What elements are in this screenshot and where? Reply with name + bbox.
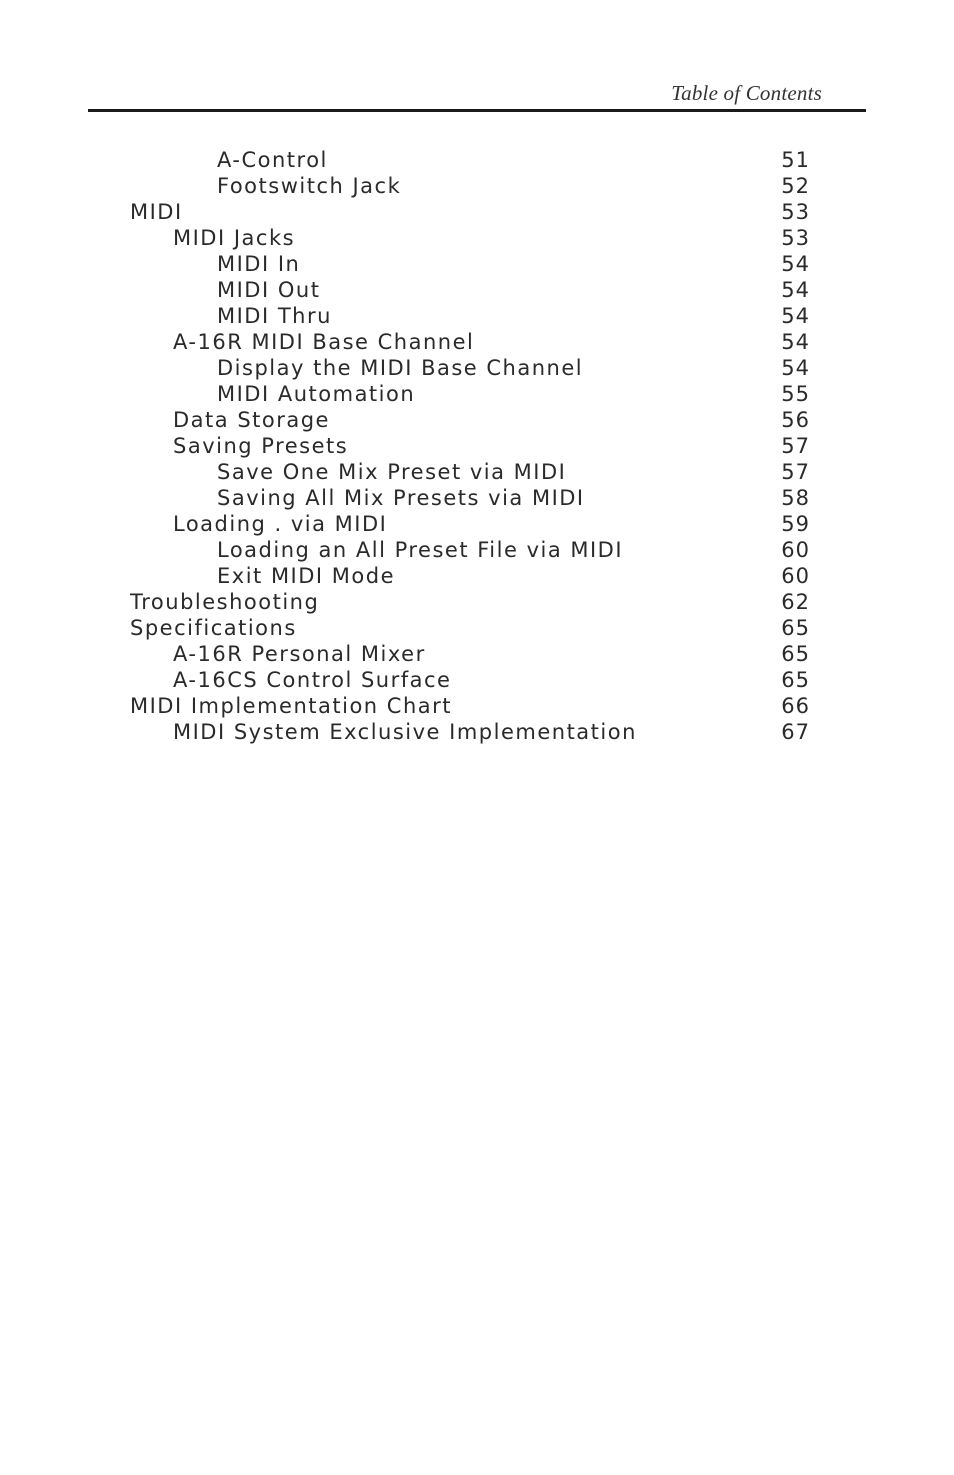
toc-entry-page-number: 54	[781, 330, 810, 354]
toc-entry-page-number: 58	[781, 486, 810, 510]
toc-entry	[130, 537, 810, 563]
toc-entry-title: MIDI Automation	[217, 382, 416, 406]
toc-entry	[130, 641, 810, 667]
toc-entry-title: Save One Mix Preset via MIDI	[217, 460, 567, 484]
toc-entry-title: MIDI	[130, 200, 183, 224]
toc-entry-page-number: 53	[781, 200, 810, 224]
toc-entry-title: MIDI In	[217, 252, 301, 276]
toc-entry-title: MIDI Out	[217, 278, 321, 302]
toc-entry	[130, 459, 810, 485]
running-header	[88, 78, 866, 112]
toc-entry-title: Footswitch Jack	[217, 174, 402, 198]
toc-entry-page-number: 54	[781, 356, 810, 380]
toc-entry	[130, 329, 810, 355]
toc-entry-title: Saving Presets	[173, 434, 349, 458]
toc-entry	[130, 433, 810, 459]
toc-entry	[130, 251, 810, 277]
toc-entry	[130, 381, 810, 407]
toc-entry-title: Specifications	[130, 616, 297, 640]
toc-entry-page-number: 54	[781, 252, 810, 276]
toc-entry	[130, 199, 810, 225]
toc-entry	[130, 225, 810, 251]
toc-entry-title: Troubleshooting	[130, 590, 320, 614]
toc-entry-page-number: 52	[781, 174, 810, 198]
toc-entry-page-number: 57	[781, 460, 810, 484]
toc-entry-page-number: 57	[781, 434, 810, 458]
toc-entry	[130, 511, 810, 537]
toc-entry-title: Loading . via MIDI	[173, 512, 388, 536]
toc-entry-title: Loading an All Preset File via MIDI	[217, 538, 624, 562]
toc-entry-page-number: 67	[781, 720, 810, 744]
toc-entry-title: Exit MIDI Mode	[217, 564, 396, 588]
toc-entry	[130, 589, 810, 615]
toc-entry-page-number: 65	[781, 668, 810, 692]
toc-entry-page-number: 66	[781, 694, 810, 718]
toc-entry-title: MIDI System Exclusive Implementation	[173, 720, 637, 744]
toc-entry	[130, 485, 810, 511]
toc-entry-page-number: 59	[781, 512, 810, 536]
toc-entry	[130, 615, 810, 641]
toc-entry	[130, 693, 810, 719]
toc-entry-title: Display the MIDI Base Channel	[217, 356, 584, 380]
toc-entry	[130, 407, 810, 433]
toc-entry-title: MIDI Implementation Chart	[130, 694, 452, 718]
toc-entry	[130, 563, 810, 589]
running-header-title: Table of Contents	[671, 81, 822, 105]
toc-entry-page-number: 60	[781, 564, 810, 588]
toc-entry-page-number: 65	[781, 642, 810, 666]
toc-entry-title: MIDI Jacks	[173, 226, 296, 250]
toc-entry-page-number: 62	[781, 590, 810, 614]
toc-entry-page-number: 55	[781, 382, 810, 406]
toc-entry-page-number: 65	[781, 616, 810, 640]
toc-entry-page-number: 53	[781, 226, 810, 250]
toc-entry-title: Saving All Mix Presets via MIDI	[217, 486, 585, 510]
toc-entry-page-number: 51	[781, 148, 810, 172]
toc-entry	[130, 173, 810, 199]
toc-entry	[130, 719, 810, 745]
table-of-contents	[130, 147, 810, 745]
toc-entry-title: A-16R MIDI Base Channel	[173, 330, 475, 354]
toc-entry-page-number: 60	[781, 538, 810, 562]
toc-entry	[130, 147, 810, 173]
toc-entry	[130, 667, 810, 693]
toc-entry-title: A-16CS Control Surface	[173, 668, 452, 692]
toc-entry	[130, 303, 810, 329]
toc-entry-title: A-Control	[217, 148, 328, 172]
toc-entry-title: Data Storage	[173, 408, 330, 432]
toc-entry-page-number: 56	[781, 408, 810, 432]
toc-entry	[130, 277, 810, 303]
toc-entry-page-number: 54	[781, 304, 810, 328]
toc-entry-page-number: 54	[781, 278, 810, 302]
toc-entry-title: MIDI Thru	[217, 304, 332, 328]
toc-entry-title: A-16R Personal Mixer	[173, 642, 426, 666]
toc-entry	[130, 355, 810, 381]
